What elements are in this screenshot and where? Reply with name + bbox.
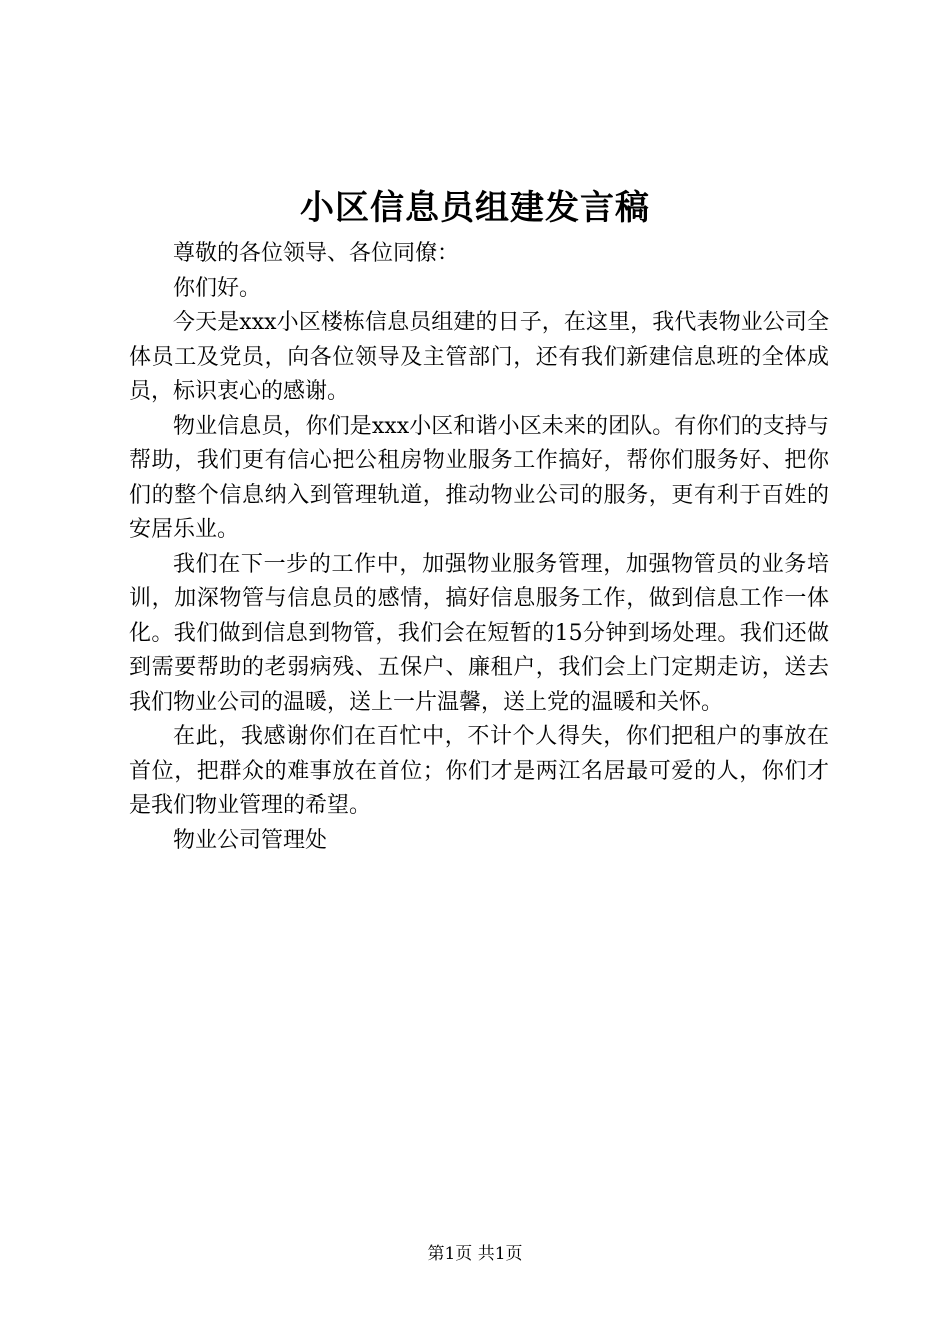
salutation: 尊敬的各位领导、各位同僚：	[173, 241, 460, 266]
paragraph-4: 在此，我感谢你们在百忙中，不计个人得失，你们把租户的事放在首位，把群众的难事放在首位；你们才是两江名居最可爱的人，你们才是我们物业管理的希望。	[129, 724, 829, 818]
paragraph-1: 今天是xxx小区楼栋信息员组建的日子，在这里，我代表物业公司全体员工及党员，向各位领导及主管部门，还有我们新建信息班的全体成员，标识衷心的感谢。	[129, 310, 829, 404]
paragraph-2: 物业信息员，你们是xxx小区和谐小区未来的团队。有你们的支持与帮助，我们更有信心把公租房物业服务工作搞好，帮你们服务好、把你们的整个信息纳入到管理轨道，推动物业公司的服务，更有利于百姓的安居乐业。	[129, 413, 829, 542]
paragraph-3: 我们在下一步的工作中，加强物业服务管理，加强物管员的业务培训，加深物管与信息员的感情，搞好信息服务工作，做到信息工作一体化。我们做到信息到物管，我们会在短暂的15分钟到场处理。我们还做到需要帮助的老弱病残、五保户、廉租户，我们会上门定期走访，送去我们物业公司的温暖，送上一片温馨，送上党的温暖和关怀。	[129, 551, 829, 715]
greeting: 你们好。	[173, 275, 262, 301]
document-title: 小区信息员组建发言稿	[300, 188, 650, 228]
page-footer: 第1页 共1页	[427, 1244, 523, 1264]
document-body	[129, 237, 829, 858]
signature: 物业公司管理处	[173, 827, 328, 853]
